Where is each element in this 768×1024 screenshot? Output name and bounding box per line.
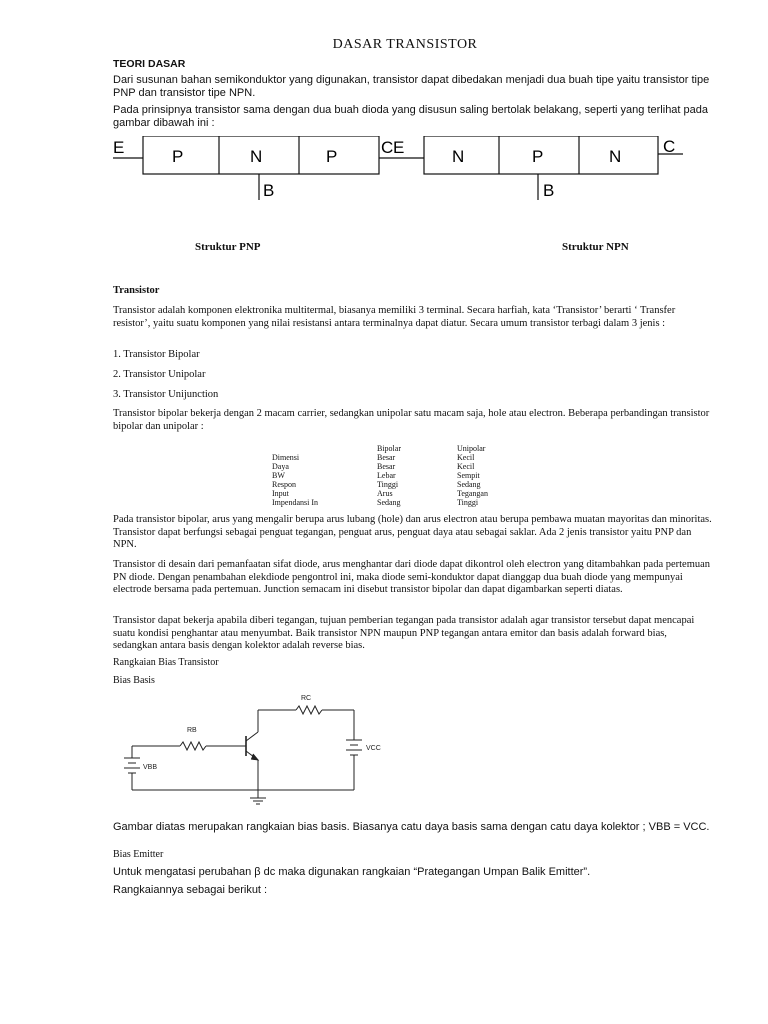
list-item-unipolar: 2. Transistor Unipolar [113, 369, 206, 380]
table-cell: Respon [272, 480, 296, 489]
paragraph-teori-2: Pada prinsipnya transistor sama dengan dua buah dioda yang disusun saling bertolak belakang, seperti yang terlihat pada gambar dibawah ini : [113, 104, 709, 129]
table-header: Unipolar [457, 444, 486, 453]
caption-pnp: Struktur PNP [195, 241, 261, 253]
table-cell: Kecil [457, 462, 475, 471]
table-header: Bipolar [377, 444, 401, 453]
vbb-label: VBB [143, 764, 158, 771]
table-cell: Sempit [457, 471, 480, 480]
rb-label: RB [187, 727, 197, 734]
pnp-b-label: B [263, 181, 275, 200]
pnp-e-label: E [113, 138, 125, 157]
comparison-col-bipolar [377, 444, 457, 507]
paragraph-transistor-2: Transistor bipolar bekerja dengan 2 macam carrier, sedangkan unipolar satu macam saja, hole atau electron. Beberapa perbandingan transistor bipolar dan unipolar : [113, 408, 710, 432]
section-heading-transistor: Transistor [113, 285, 160, 296]
list-item-unijunction: 3. Transistor Unijunction [113, 389, 219, 400]
caption-npn: Struktur NPN [562, 241, 629, 253]
bias-basis-heading: Bias Basis [113, 675, 155, 686]
list-item-bipolar: 1. Transistor Bipolar [113, 349, 200, 360]
comparison-col-labels [272, 444, 372, 507]
comparison-col-unipolar [457, 444, 537, 507]
paragraph-8: Rangkaiannya sebagai berikut : [113, 884, 268, 896]
paragraph-transistor-1: Transistor adalah komponen elektronika multitermal, biasanya memiliki 3 terminal. Secara harfiah, kata ‘Transistor’ berarti ‘ Transfer resistor’, yaitu suatu komponen yang nilai resistansi antara terminalnya dapat diatur. Secara umum transistor terbagi dalam 3 jenis : [113, 305, 676, 329]
table-cell: Daya [272, 462, 289, 471]
npn-cell-1: N [452, 147, 465, 166]
paragraph-3: Pada transistor bipolar, arus yang mengalir berupa arus lubang (hole) dan arus electron atau berupa pembawa muatan mayoritas dan minoritas. Transistor dapat berfungsi sebagai penguat tegangan, penguat arus, penguat daya atau sebagai saklar. Ada 2 jenis transistor yaitu PNP dan NPN. [113, 514, 712, 550]
bias-emitter-heading: Bias Emitter [113, 849, 164, 860]
page-title: DASAR TRANSISTOR [332, 37, 478, 52]
table-cell: Input [272, 489, 289, 498]
pnp-cell-1: P [172, 147, 184, 166]
rc-label: RC [301, 695, 312, 702]
npn-b-label: B [543, 181, 555, 200]
rangkaian-heading: Rangkaian Bias Transistor [113, 657, 219, 668]
pnp-cell-3: P [326, 147, 338, 166]
table-cell: Besar [377, 462, 396, 471]
rc-resistor [296, 706, 322, 714]
paragraph-6: Gambar diatas merupakan rangkaian bias basis. Biasanya catu daya basis sama dengan catu daya kolektor ; VBB = VCC. [113, 821, 710, 833]
npn-c-label: C [663, 137, 676, 156]
emitter-arrow-icon [251, 754, 258, 760]
table-cell: Besar [377, 453, 396, 462]
npn-e-label: E [393, 138, 405, 157]
table-cell: Lebar [377, 471, 396, 480]
paragraph-4: Transistor di desain dari pemanfaatan sifat diode, arus menghantar dari diode dapat dikontrol oleh electron yang ditambahkan pada pertemuan PN diode. Dengan penambahan elekdiode pengontrol ini, maka diode semi-konduktor dapat dianggap dua buah diode yang mempunyai electrode bersama pada pertemuan. Junction semacam ini disebut transistor bipolar dan dapat digambarkan seperti diatas. [113, 559, 711, 595]
transistor-structure-diagram [110, 136, 710, 216]
rb-resistor [180, 742, 206, 750]
pnp-cell-2: N [250, 147, 263, 166]
table-cell: Tinggi [457, 498, 479, 507]
table-cell: Dimensi [272, 453, 300, 462]
vcc-label: VCC [366, 745, 381, 752]
section-heading-teori-dasar: TEORI DASAR [113, 58, 186, 70]
npn-cell-2: P [532, 147, 544, 166]
table-cell: Sedang [457, 480, 481, 489]
npn-cell-3: N [609, 147, 622, 166]
table-cell: Impendansi In [272, 498, 318, 507]
paragraph-7: Untuk mengatasi perubahan β dc maka digunakan rangkaian “Prategangan Umpan Balik Emitter”. [113, 866, 591, 878]
table-cell: Tegangan [457, 489, 488, 498]
paragraph-teori-1: Dari susunan bahan semikonduktor yang digunakan, transistor dapat dibedakan menjadi dua buah tipe yaitu transistor tipe PNP dan transistor tipe NPN. [113, 74, 710, 99]
table-cell: Kecil [457, 453, 475, 462]
pnp-c-label: C [381, 138, 394, 157]
bias-basis-circuit [118, 688, 388, 810]
table-cell: Sedang [377, 498, 401, 507]
table-cell: Tinggi [377, 480, 399, 489]
table-cell: BW [272, 471, 285, 480]
paragraph-5: Transistor dapat bekerja apabila diberi tegangan, tujuan pemberian tegangan pada transistor adalah agar transistor tersebut dapat mencapai suatu kondisi penghantar atau menyumbat. Baik transistor NPN maupun PNP tegangan antara emitor dan basis adalah forward bias, sedangkan antara basis dengan kolektor adalah reverse bias. [113, 615, 695, 651]
table-cell: Arus [377, 489, 393, 498]
